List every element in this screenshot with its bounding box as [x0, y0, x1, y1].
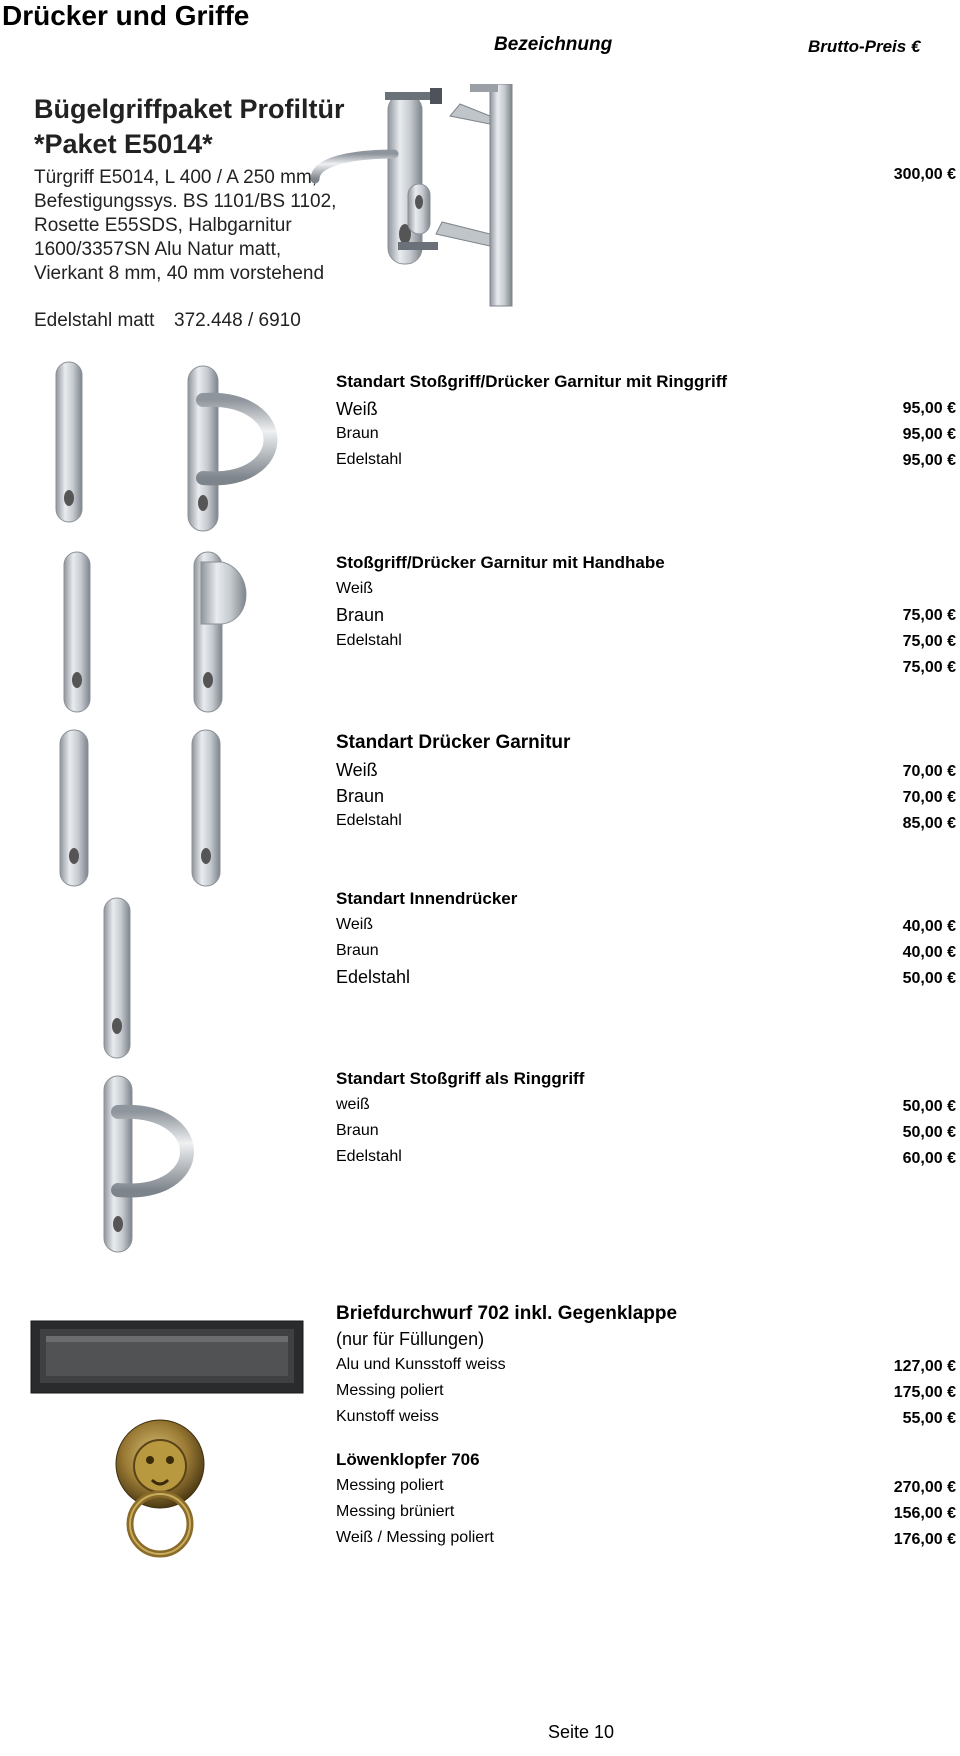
paket-desc-line5: Vierkant 8 mm, 40 mm vorstehend: [34, 263, 325, 284]
product-7-variant-1: Messing poliert: [336, 1477, 444, 1494]
paket-article-number: 372.448 / 6910: [174, 310, 301, 331]
product-1-title: Standart Stoßgriff/Drücker Garnitur mit Ringgriff: [336, 372, 728, 391]
product-5-variant-3: Edelstahl: [336, 1148, 402, 1165]
product-7-price-3: 176,00 €: [893, 1531, 956, 1548]
paket-desc-line2: Befestigungssys. BS 1101/BS 1102,: [34, 191, 337, 212]
product-3-price-1: 70,00 €: [902, 763, 956, 780]
product-3-variant-1: Weiß: [336, 760, 378, 780]
product-6-title: Briefdurchwurf 702 inkl. Gegenklappe: [336, 1303, 678, 1324]
product-2-variant-1: Weiß: [336, 580, 374, 597]
page-number: Seite 10: [548, 1722, 615, 1742]
product-6-variant-2: Messing poliert: [336, 1382, 444, 1399]
product-3-price-2: 70,00 €: [902, 789, 956, 806]
paket-material: Edelstahl matt: [34, 310, 155, 331]
product-5-price-1: 50,00 €: [902, 1098, 956, 1115]
product-5-variant-2: Braun: [336, 1122, 379, 1139]
product-7-price-1: 270,00 €: [893, 1479, 956, 1496]
bugelgriff-paket-image: [310, 84, 590, 334]
product-4-price-1: 40,00 €: [902, 918, 956, 935]
product-2-variant-3: Edelstahl: [336, 632, 402, 649]
product-5-title: Standart Stoßgriff als Ringgriff: [336, 1069, 585, 1088]
product-1-variant-3: Edelstahl: [336, 451, 402, 468]
ringgriff-image: [100, 1074, 210, 1256]
briefdurchwurf-image: [30, 1320, 304, 1394]
product-2-price-3: 75,00 €: [902, 659, 956, 676]
product-6-price-1: 127,00 €: [893, 1358, 956, 1375]
product-1-variant-1: Weiß: [336, 399, 378, 419]
product-7-price-2: 156,00 €: [893, 1505, 956, 1522]
product-3-price-3: 85,00 €: [902, 815, 956, 832]
product-4-variant-3: Edelstahl: [336, 967, 411, 987]
loewenklopfer-image: [112, 1418, 208, 1560]
product-7-variant-3: Weiß / Messing poliert: [336, 1529, 494, 1546]
paket-title-line1: Bügelgriffpaket Profiltür: [34, 94, 345, 124]
product-1-variant-2: Braun: [336, 425, 379, 442]
product-1-price-2: 95,00 €: [902, 426, 956, 443]
paket-desc-line3: Rosette E55SDS, Halbgarnitur: [34, 215, 292, 236]
product-6-price-2: 175,00 €: [893, 1384, 956, 1401]
product-4-title: Standart Innendrücker: [336, 889, 518, 908]
product-4-price-2: 40,00 €: [902, 944, 956, 961]
paket-e5014-panel: [10, 76, 600, 338]
product-5-price-2: 50,00 €: [902, 1124, 956, 1141]
product-2-variant-2: Braun: [336, 605, 385, 625]
paket-price: 300,00 €: [893, 166, 956, 183]
product-3-variant-2: Braun: [336, 786, 385, 806]
paket-desc-line4: 1600/3357SN Alu Natur matt,: [34, 239, 282, 260]
product-5-variant-1: weiß: [336, 1096, 370, 1113]
page-title: Drücker und Griffe: [2, 0, 250, 31]
product-2-price-2: 75,00 €: [902, 633, 956, 650]
product-7-variant-2: Messing brüniert: [336, 1503, 455, 1520]
paket-title-line2: *Paket E5014*: [34, 129, 213, 159]
handhabe-garnitur-image: [56, 548, 256, 716]
column-header-bezeichnung: Bezeichnung: [494, 34, 613, 55]
product-6-subtitle: (nur für Füllungen): [336, 1329, 485, 1349]
ringgriff-garnitur-image: [48, 360, 288, 540]
product-6-variant-3: Kunstoff weiss: [336, 1408, 439, 1425]
druecker-garnitur-image: [56, 728, 306, 890]
column-header-brutto-preis: Brutto-Preis €: [808, 37, 921, 56]
product-3-variant-3: Edelstahl: [336, 812, 402, 829]
product-6-variant-1: Alu und Kunsstoff weiss: [336, 1356, 506, 1373]
product-2-title: Stoßgriff/Drücker Garnitur mit Handhabe: [336, 553, 665, 572]
innendruecker-image: [100, 896, 210, 1062]
product-1-price-1: 95,00 €: [902, 400, 956, 417]
product-4-variant-1: Weiß: [336, 916, 374, 933]
product-2-price-1: 75,00 €: [902, 607, 956, 624]
paket-desc-line1: Türgriff E5014, L 400 / A 250 mm,: [34, 167, 318, 188]
product-5-price-3: 60,00 €: [902, 1150, 956, 1167]
product-1-price-3: 95,00 €: [902, 452, 956, 469]
product-6-price-3: 55,00 €: [902, 1410, 956, 1427]
product-4-price-3: 50,00 €: [902, 970, 956, 987]
product-4-variant-2: Braun: [336, 942, 379, 959]
product-7-title: Löwenklopfer 706: [336, 1450, 480, 1469]
product-3-title: Standart Drücker Garnitur: [336, 732, 571, 753]
